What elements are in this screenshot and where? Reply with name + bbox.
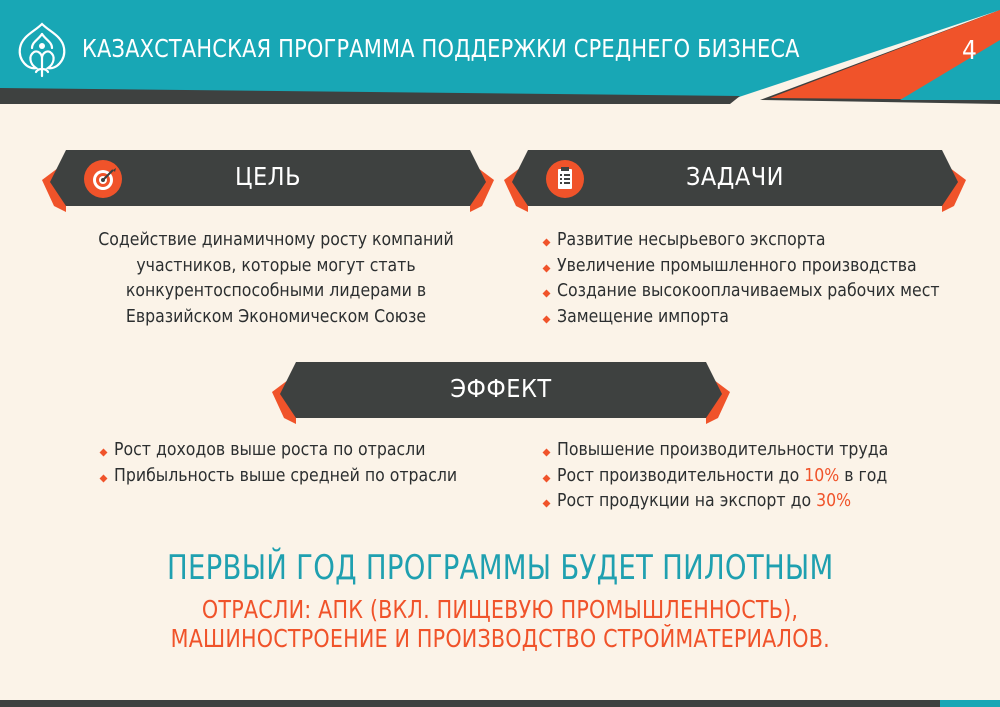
goal-description (70, 228, 482, 330)
effect-list-left (100, 438, 457, 489)
pilot-sectors (0, 595, 1000, 653)
page-title: КАЗАХСТАНСКАЯ ПРОГРАММА ПОДДЕРЖКИ СРЕДНЕГО БИЗНЕСА (82, 34, 800, 63)
goal-line: конкурентоспособными лидерами в (125, 281, 427, 301)
effect-ribbon (268, 358, 734, 424)
list-item: Замещение импорта (543, 305, 940, 331)
item-text: Рост продукции на экспорт до (557, 491, 817, 511)
list-item: Увеличение промышленного производства (543, 254, 940, 280)
goal-title: ЦЕЛЬ (234, 162, 302, 191)
list-item: Прибыльность выше средней по отрасли (100, 464, 457, 490)
highlight-value: 30% (816, 491, 852, 511)
item-text: в год (839, 465, 888, 486)
item-text: Рост производительности до (557, 465, 805, 486)
list-item: Повышение производительности труда (543, 438, 888, 464)
footer-accent (940, 700, 1000, 707)
page-number: 4 (962, 36, 977, 66)
tasks-list (543, 228, 940, 330)
goal-line: Евразийском Экономическом Союзе (125, 306, 427, 327)
goal-line: участников, которые могут стать (136, 255, 416, 276)
ornament-logo-icon (14, 20, 70, 80)
list-item (543, 464, 888, 490)
sectors-line: ОТРАСЛИ: АПК (ВКЛ. ПИЩЕВУЮ ПРОМЫШЛЕННОСТЬ), (201, 595, 799, 624)
list-item (543, 489, 888, 515)
list-item: Рост доходов выше роста по отрасли (100, 438, 457, 464)
list-item: Создание высокооплачиваемых рабочих мест (543, 279, 940, 305)
footer-bar (0, 700, 1000, 707)
goal-ribbon (38, 146, 498, 212)
highlight-value: 10% (804, 465, 840, 486)
effect-list-right (543, 438, 888, 515)
goal-line: Содействие динамичному росту компаний (98, 230, 454, 250)
pilot-heading-text: ПЕРВЫЙ ГОД ПРОГРАММЫ БУДЕТ ПИЛОТНЫМ (166, 548, 834, 588)
pilot-heading (0, 548, 1000, 588)
effect-title: ЭФФЕКТ (450, 374, 552, 403)
list-item: Развитие несырьевого экспорта (543, 228, 940, 254)
tasks-title: ЗАДАЧИ (686, 162, 784, 191)
header-banner (0, 0, 1000, 104)
sectors-line: МАШИНОСТРОЕНИЕ И ПРОИЗВОДСТВО СТРОЙМАТЕРИАЛОВ. (170, 624, 830, 653)
tasks-ribbon (500, 146, 970, 212)
